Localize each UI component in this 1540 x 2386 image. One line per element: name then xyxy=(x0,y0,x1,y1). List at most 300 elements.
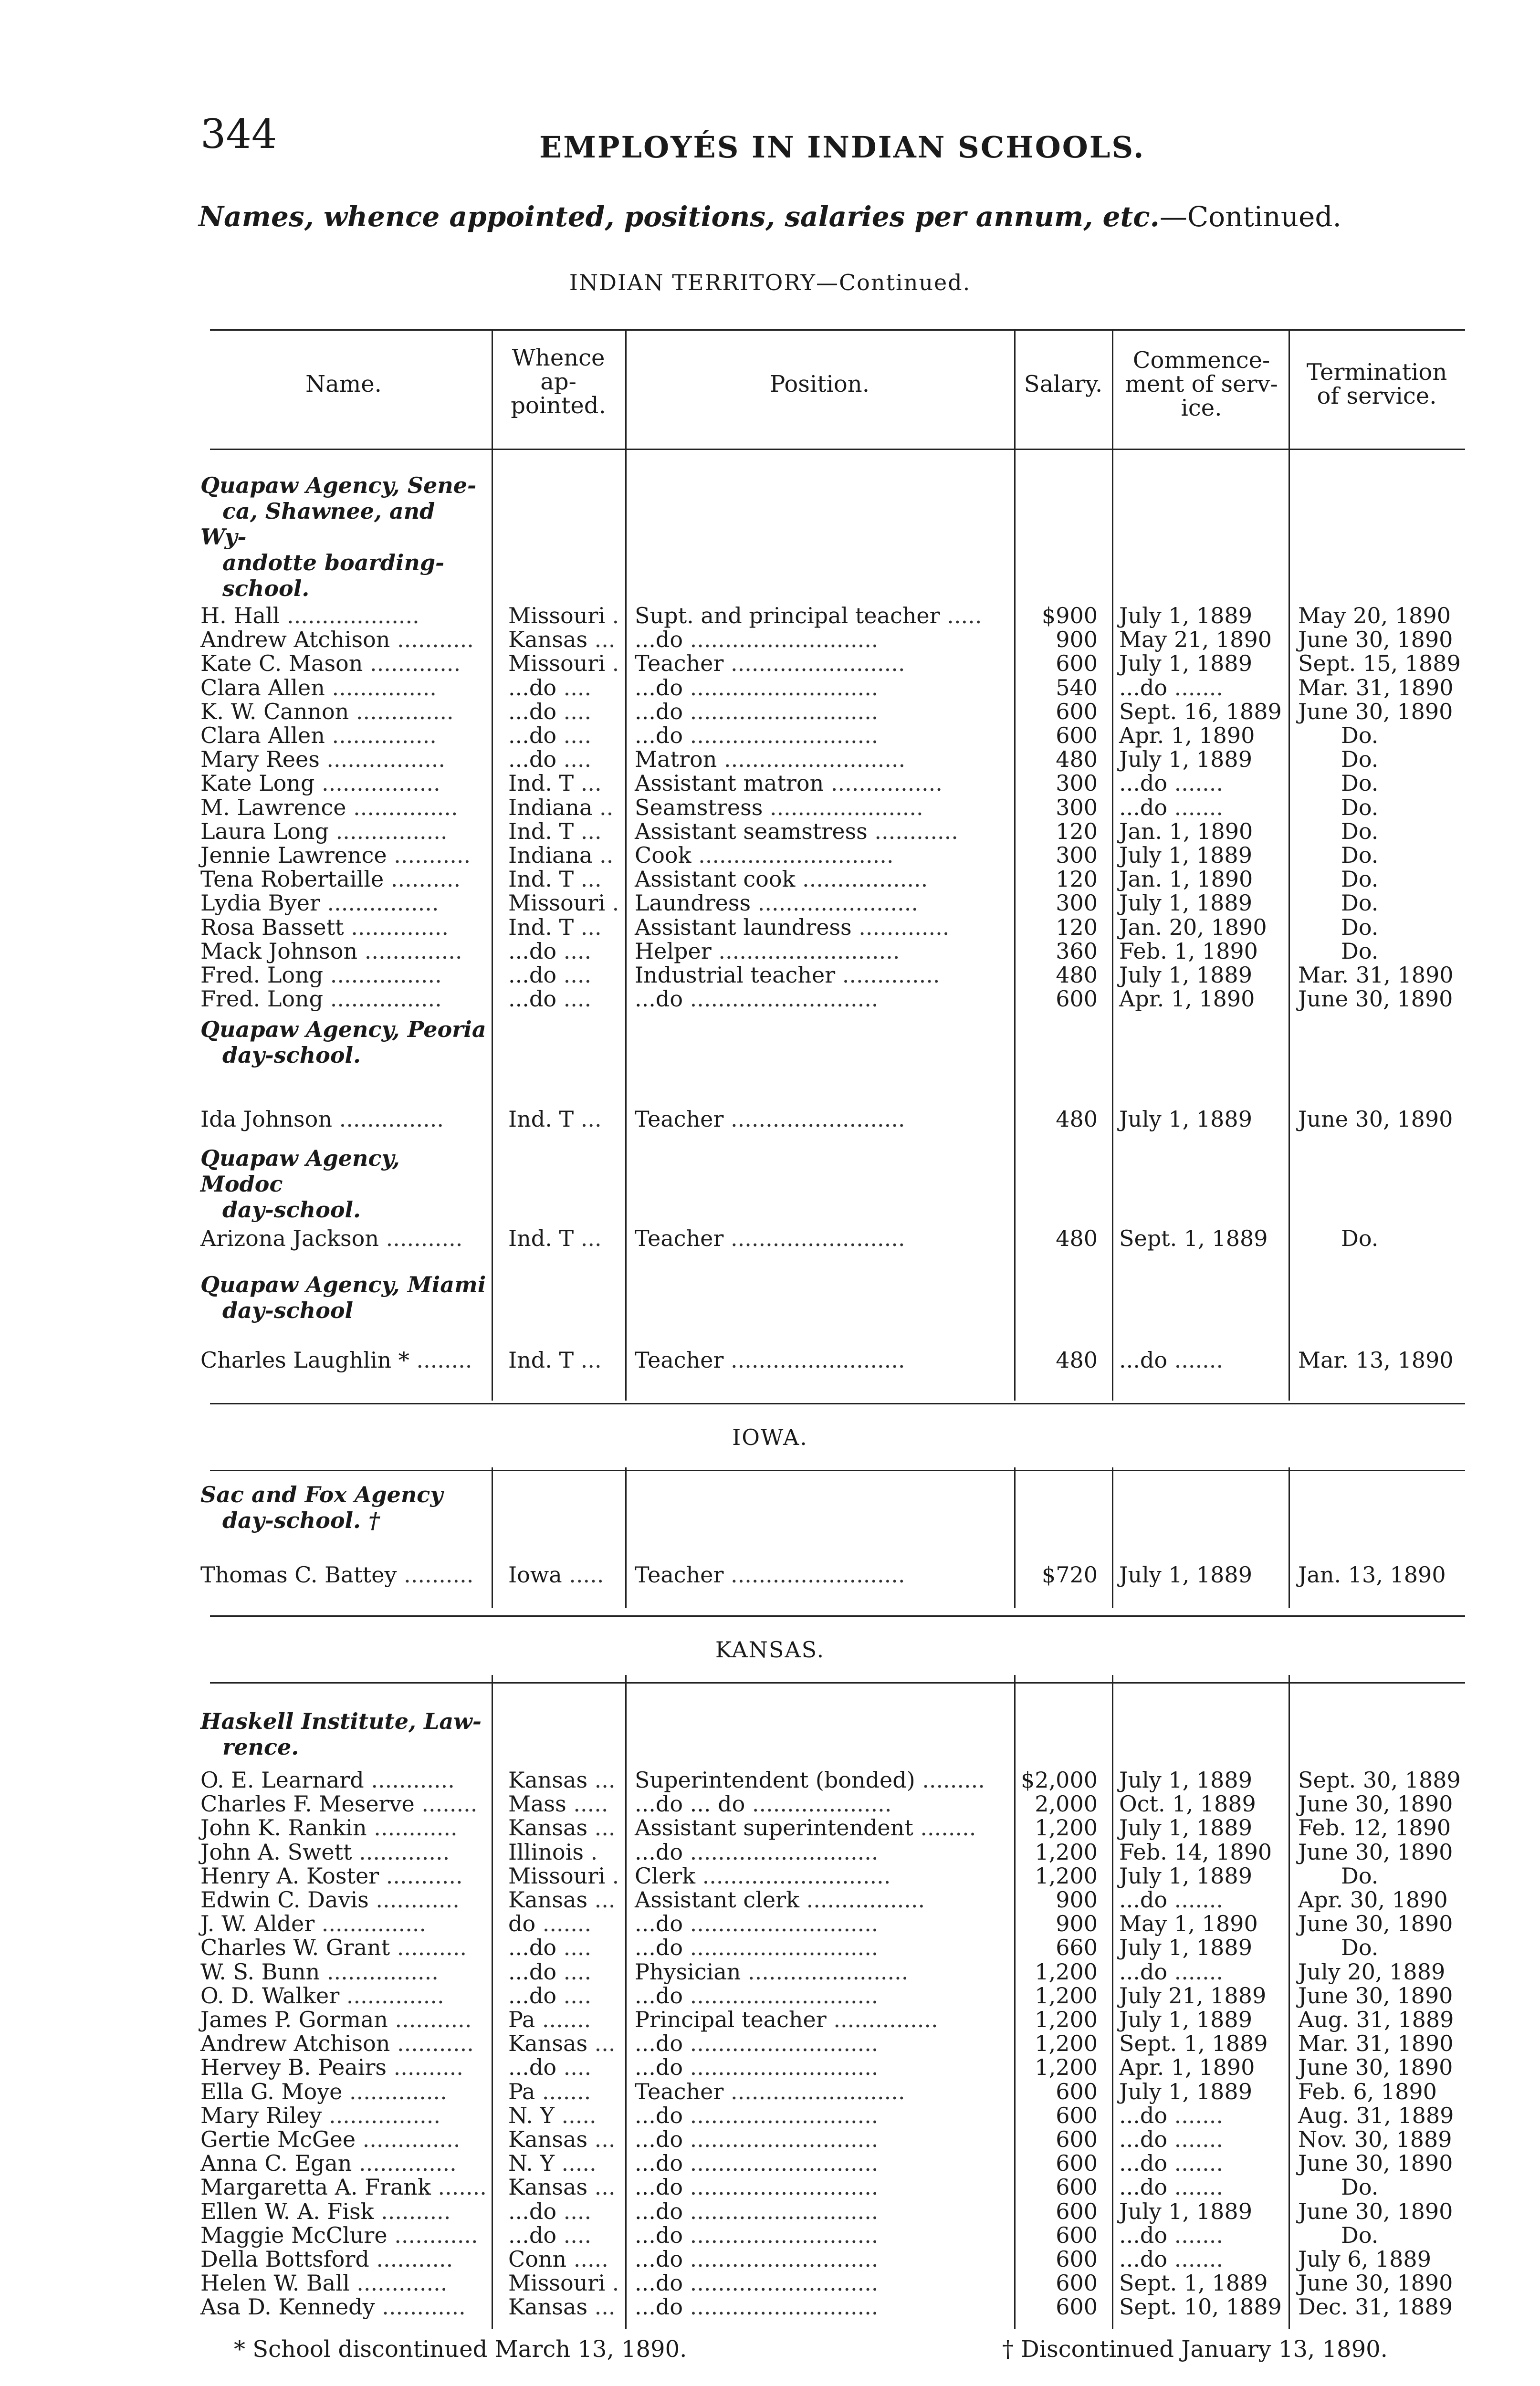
cell-commencement: Sept. 1, 1889 xyxy=(1119,2030,1268,2057)
leader-dots: ................. xyxy=(319,746,446,773)
cell-position: ...do ........................... xyxy=(635,698,879,724)
leader-dots: ........................... xyxy=(683,2150,879,2177)
cell-termination: May 20, 1890 xyxy=(1298,603,1451,628)
cell-position: Clerk ........................... xyxy=(635,1863,891,1889)
leader-dots: ........................... xyxy=(683,986,879,1012)
cell-whence: ...do .... xyxy=(508,962,592,988)
cell-name: Mack Johnson .............. xyxy=(200,938,462,964)
leader-dots: ................ xyxy=(824,770,943,796)
cell-name: H. Hall ................... xyxy=(200,603,419,628)
table-row xyxy=(0,1563,1540,1587)
leader-dots: .............. xyxy=(339,1982,444,2009)
leader-dots: ........................... xyxy=(683,2102,879,2128)
cell-whence: Missouri . xyxy=(508,1863,619,1889)
leader-dots: ............... xyxy=(826,2007,938,2032)
cell-position: ...do ... do .................... xyxy=(635,1791,892,1817)
school-unit-title: Quapaw Agency, Sene- ca, Shawnee, and Wy- andotte boarding- school. xyxy=(200,472,477,601)
leader-dots: .......... xyxy=(384,866,461,892)
leader-dots: ............ xyxy=(375,2294,466,2320)
cell-whence: Pa ....... xyxy=(508,2007,591,2032)
cell-salary: $2,000 xyxy=(1021,1767,1098,1793)
cell-position: ...do ........................... xyxy=(635,674,879,701)
leader-dots: ....................... xyxy=(751,890,919,916)
cell-whence: Ind. T ... xyxy=(508,1347,602,1373)
cell-salary: 600 xyxy=(1056,2126,1098,2152)
leader-dots: ......................... xyxy=(723,650,905,677)
cell-whence: Indiana .. xyxy=(508,794,614,820)
cell-position: ...do ........................... xyxy=(635,2246,879,2272)
cell-name: Charles W. Grant .......... xyxy=(200,1935,467,1961)
cell-termination: June 30, 1890 xyxy=(1298,1911,1453,1937)
col-header-position: Position. xyxy=(770,371,870,398)
table-row xyxy=(0,1816,1540,1840)
cell-commencement: ...do ....... xyxy=(1119,674,1223,701)
cell-whence: Ind. T ... xyxy=(508,1225,602,1251)
table-row xyxy=(0,1960,1540,1984)
cell-position: Assistant superintendent ........ xyxy=(635,1815,976,1841)
cell-whence: ...do .... xyxy=(508,1982,592,2009)
cell-whence: ...do .... xyxy=(508,1958,592,1985)
footnote-right: † Discontinued January 13, 1890. xyxy=(1002,2336,1388,2363)
cell-whence: Kansas ... xyxy=(508,1887,616,1913)
cell-position: ...do ........................... xyxy=(635,2270,879,2296)
cell-termination: Feb. 6, 1890 xyxy=(1298,2078,1437,2104)
col-header-commencement: Commence- ment of serv- ice. xyxy=(1125,347,1278,421)
leader-dots: ............. xyxy=(349,2270,448,2296)
cell-salary: 480 xyxy=(1056,1225,1098,1251)
leader-dots: ..... xyxy=(562,1562,604,1588)
cell-position: ...do ........................... xyxy=(635,2126,879,2152)
cell-position: Supt. and principal teacher ..... xyxy=(635,603,982,628)
cell-commencement: July 1, 1889 xyxy=(1119,842,1252,868)
leader-dots: ......................... xyxy=(723,1562,905,1588)
leader-dots: ........... xyxy=(390,2030,474,2057)
cell-whence: Kansas ... xyxy=(508,627,616,653)
leader-dots: ........................... xyxy=(683,1935,879,1961)
cell-commencement: ...do ....... xyxy=(1119,794,1223,820)
section-heading: KANSAS. xyxy=(715,1637,825,1663)
cell-whence: ...do .... xyxy=(508,674,592,701)
cell-commencement: Feb. 14, 1890 xyxy=(1119,1839,1272,1865)
table-row xyxy=(0,723,1540,747)
leader-dots: ........................... xyxy=(683,674,879,701)
leader-dots: ........................... xyxy=(683,2030,879,2057)
column-rule xyxy=(492,329,493,449)
cell-position: Industrial teacher .............. xyxy=(635,962,940,988)
leader-dots: ... xyxy=(574,866,602,892)
leader-dots: ........................... xyxy=(683,2054,879,2081)
leader-dots: ............ xyxy=(368,1887,460,1913)
school-unit-title: Quapaw Agency, Peoria day-school. xyxy=(200,1016,486,1068)
cell-position: ...do ........................... xyxy=(635,2294,879,2320)
cell-position: Teacher ......................... xyxy=(635,1562,905,1588)
cell-commencement: July 1, 1889 xyxy=(1119,962,1252,988)
cell-whence: ...do .... xyxy=(508,938,592,964)
leader-dots: .. xyxy=(592,842,614,868)
leader-dots: ........... xyxy=(369,2246,453,2272)
school-unit-title: Sac and Fox Agency day-school. † xyxy=(200,1482,443,1533)
cell-commencement: Jan. 1, 1890 xyxy=(1119,818,1253,844)
cell-commencement: Sept. 16, 1889 xyxy=(1119,698,1282,724)
subtitle-italic: Names, whence appointed, positions, salaries per annum, etc. xyxy=(199,200,1160,233)
cell-name: Charles F. Meserve ........ xyxy=(200,1791,478,1817)
leader-dots: ......................... xyxy=(723,1347,905,1373)
cell-salary: 600 xyxy=(1056,2150,1098,2177)
cell-position: Principal teacher ............... xyxy=(635,2007,938,2032)
leader-dots: ... xyxy=(587,1815,616,1841)
cell-name: Charles Laughlin * ........ xyxy=(200,1347,472,1373)
leader-dots: .......... xyxy=(387,2054,463,2081)
cell-whence: Missouri . xyxy=(508,2270,619,2296)
leader-dots: .... xyxy=(556,746,592,773)
leader-dots: ................ xyxy=(323,962,442,988)
cell-whence: ...do .... xyxy=(508,722,592,748)
cell-position: Matron .......................... xyxy=(635,746,906,773)
cell-position: Teacher ......................... xyxy=(635,2078,905,2104)
leader-dots: ........ xyxy=(409,1347,472,1373)
table-row xyxy=(0,939,1540,963)
leader-dots: ... xyxy=(587,2030,616,2057)
cell-name: James P. Gorman ........... xyxy=(200,2007,472,2032)
leader-dots: ............... xyxy=(314,1911,427,1937)
cell-salary: 540 xyxy=(1056,674,1098,701)
cell-position: Physician ....................... xyxy=(635,1958,909,1985)
leader-dots: ... xyxy=(587,2126,616,2152)
leader-dots: ....... xyxy=(1167,2174,1223,2200)
cell-commencement: Sept. 10, 1889 xyxy=(1119,2294,1282,2320)
cell-termination: Do. xyxy=(1341,1863,1379,1889)
cell-salary: 300 xyxy=(1056,770,1098,796)
leader-dots: ... xyxy=(587,2294,616,2320)
cell-position: Cook ............................ xyxy=(635,842,894,868)
cell-salary: 600 xyxy=(1056,2078,1098,2104)
cell-position: ...do ........................... xyxy=(635,2054,879,2081)
cell-commencement: Oct. 1, 1889 xyxy=(1119,1791,1256,1817)
cell-termination: Do. xyxy=(1341,794,1379,820)
cell-salary: 2,000 xyxy=(1035,1791,1098,1817)
cell-name: Thomas C. Battey .......... xyxy=(200,1562,474,1588)
leader-dots: .......... xyxy=(397,1562,474,1588)
cell-termination: June 30, 1890 xyxy=(1298,1839,1453,1865)
cell-commencement: ...do ....... xyxy=(1119,2102,1223,2128)
cell-name: Ida Johnson ............... xyxy=(200,1106,444,1132)
leader-dots: ... xyxy=(574,818,602,844)
page-number: 344 xyxy=(200,111,277,157)
table-subtitle xyxy=(0,200,1540,233)
table-row xyxy=(0,1768,1540,1792)
leader-dots: ............. xyxy=(352,1839,450,1865)
cell-termination: Do. xyxy=(1341,818,1379,844)
cell-termination: Sept. 15, 1889 xyxy=(1298,650,1461,677)
leader-dots: .............. xyxy=(344,914,449,940)
cell-salary: 600 xyxy=(1056,986,1098,1012)
cell-termination: Mar. 13, 1890 xyxy=(1298,1347,1454,1373)
cell-termination: Do. xyxy=(1341,2174,1379,2200)
cell-salary: 1,200 xyxy=(1035,1839,1098,1865)
cell-name: Kate Long ................. xyxy=(200,770,440,796)
table-row xyxy=(0,1912,1540,1936)
cell-termination: Nov. 30, 1889 xyxy=(1298,2126,1452,2152)
leader-dots: ......... xyxy=(915,1767,985,1793)
cell-name: Clara Allen ............... xyxy=(200,722,437,748)
leader-dots: ....... xyxy=(1167,770,1223,796)
cell-whence: ...do .... xyxy=(508,698,592,724)
cell-name: Edwin C. Davis ............ xyxy=(200,1887,460,1913)
section-heading: INDIAN TERRITORY—Continued. xyxy=(569,270,971,295)
leader-dots: . xyxy=(605,650,619,677)
cell-salary: 1,200 xyxy=(1035,1863,1098,1889)
table-row xyxy=(0,604,1540,628)
school-unit-title: Haskell Institute, Law- rence. xyxy=(200,1708,482,1760)
leader-dots: .... xyxy=(556,2198,592,2224)
leader-dots: ....... xyxy=(1167,2246,1223,2272)
cell-termination: July 20, 1889 xyxy=(1298,1958,1446,1985)
leader-dots: ....... xyxy=(1167,1887,1223,1913)
table-row xyxy=(0,987,1540,1011)
cell-name: O. D. Walker .............. xyxy=(200,1982,444,2009)
leader-dots: ............. xyxy=(363,650,461,677)
table-row xyxy=(0,676,1540,700)
cell-position: ...do ........................... xyxy=(635,986,879,1012)
cell-position: ...do ........................... xyxy=(635,2222,879,2248)
cell-salary: 600 xyxy=(1056,2102,1098,2128)
cell-commencement: July 1, 1889 xyxy=(1119,746,1252,773)
cell-whence: Ind. T ... xyxy=(508,770,602,796)
cell-salary: 600 xyxy=(1056,2174,1098,2200)
leader-dots: .............. xyxy=(352,2150,457,2177)
table-row xyxy=(0,2103,1540,2127)
table-row xyxy=(0,2271,1540,2295)
cell-whence: Kansas ... xyxy=(508,1767,616,1793)
cell-whence: Missouri . xyxy=(508,650,619,677)
leader-dots: ............ xyxy=(867,818,958,844)
cell-name: Fred. Long ................ xyxy=(200,986,442,1012)
table-row xyxy=(0,2031,1540,2055)
column-rule xyxy=(1014,1467,1016,1608)
cell-termination: Apr. 30, 1890 xyxy=(1298,1887,1448,1913)
cell-termination: Mar. 31, 1890 xyxy=(1298,2030,1454,2057)
table-row xyxy=(0,2175,1540,2199)
cell-salary: 120 xyxy=(1056,818,1098,844)
cell-termination: June 30, 1890 xyxy=(1298,2270,1453,2296)
cell-position: ...do ........................... xyxy=(635,2198,879,2224)
leader-dots: ........................... xyxy=(683,1839,879,1865)
table-row xyxy=(0,1107,1540,1131)
leader-dots: ............................ xyxy=(691,842,894,868)
leader-dots: ..... xyxy=(940,603,982,628)
cell-whence: Pa ....... xyxy=(508,2078,591,2104)
leader-dots: .............. xyxy=(357,938,462,964)
table-row xyxy=(0,2295,1540,2319)
cell-termination: Dec. 31, 1889 xyxy=(1298,2294,1453,2320)
cell-whence: Ind. T ... xyxy=(508,818,602,844)
cell-whence: Illinois . xyxy=(508,1839,598,1865)
cell-position: Assistant clerk ................. xyxy=(635,1887,925,1913)
leader-dots: ........................... xyxy=(683,627,879,653)
cell-position: Assistant laundress ............. xyxy=(635,914,950,940)
cell-position: ...do ........................... xyxy=(635,2150,879,2177)
cell-position: ...do ........................... xyxy=(635,722,879,748)
leader-dots: ... xyxy=(587,1767,616,1793)
cell-name: Della Bottsford ........... xyxy=(200,2246,453,2272)
table-row xyxy=(0,2055,1540,2079)
cell-salary: 480 xyxy=(1056,1106,1098,1132)
leader-dots: ........................... xyxy=(683,2126,879,2152)
cell-salary: 600 xyxy=(1056,2270,1098,2296)
cell-salary: 1,200 xyxy=(1035,1815,1098,1841)
cell-termination: June 30, 1890 xyxy=(1298,986,1453,1012)
footnote-left: * School discontinued March 13, 1890. xyxy=(234,2336,687,2363)
cell-position: ...do ........................... xyxy=(635,2030,879,2057)
section-rule xyxy=(210,1682,1465,1684)
leader-dots: . xyxy=(605,1863,619,1889)
cell-commencement: Sept. 1, 1889 xyxy=(1119,2270,1268,2296)
leader-dots: ....... xyxy=(535,1911,592,1937)
cell-termination: Aug. 31, 1889 xyxy=(1298,2007,1454,2032)
leader-dots: ........................... xyxy=(683,2174,879,2200)
cell-termination: June 30, 1890 xyxy=(1298,2150,1453,2177)
cell-termination: Jan. 13, 1890 xyxy=(1298,1562,1446,1588)
leader-dots: .............. xyxy=(835,962,940,988)
leader-dots: .... xyxy=(556,674,592,701)
col-header-name: Name. xyxy=(305,371,382,398)
table-row xyxy=(0,795,1540,819)
cell-termination: Do. xyxy=(1341,866,1379,892)
cell-name: Hervey B. Peairs .......... xyxy=(200,2054,463,2081)
table-row xyxy=(0,2127,1540,2151)
leader-dots: .... xyxy=(556,698,592,724)
cell-whence: ...do .... xyxy=(508,986,592,1012)
leader-dots: ........................... xyxy=(683,2198,879,2224)
leader-dots: ...................... xyxy=(763,794,923,820)
cell-position: Teacher ......................... xyxy=(635,1347,905,1373)
cell-name: W. S. Bunn ................ xyxy=(200,1958,439,1985)
cell-commencement: ...do ....... xyxy=(1119,770,1223,796)
leader-dots: ....... xyxy=(1167,794,1223,820)
cell-name: M. Lawrence ............... xyxy=(200,794,458,820)
cell-name: Rosa Bassett .............. xyxy=(200,914,449,940)
cell-name: Ellen W. A. Fisk .......... xyxy=(200,2198,451,2224)
leader-dots: .................. xyxy=(795,866,928,892)
leader-dots: .......................... xyxy=(717,746,906,773)
leader-dots: ....... xyxy=(535,2007,591,2032)
table-row xyxy=(0,771,1540,795)
cell-salary: 300 xyxy=(1056,842,1098,868)
cell-commencement: July 21, 1889 xyxy=(1119,1982,1267,2009)
cell-commencement: Feb. 1, 1890 xyxy=(1119,938,1258,964)
cell-commencement: July 1, 1889 xyxy=(1119,1863,1252,1889)
leader-dots: ....... xyxy=(1167,2222,1223,2248)
cell-whence: Ind. T ... xyxy=(508,914,602,940)
leader-dots: .................... xyxy=(745,1791,892,1817)
cell-commencement: Apr. 1, 1890 xyxy=(1119,986,1255,1012)
cell-position: Assistant seamstress ............ xyxy=(635,818,958,844)
leader-dots: ... xyxy=(587,627,616,653)
cell-whence: ...do .... xyxy=(508,746,592,773)
table-row xyxy=(0,747,1540,771)
column-rule xyxy=(1289,329,1290,449)
cell-whence: Missouri . xyxy=(508,890,619,916)
cell-salary: 480 xyxy=(1056,746,1098,773)
cell-salary: 120 xyxy=(1056,914,1098,940)
cell-salary: 1,200 xyxy=(1035,1958,1098,1985)
leader-dots: ................ xyxy=(320,890,439,916)
leader-dots: ........... xyxy=(378,1225,463,1251)
cell-name: John K. Rankin ............ xyxy=(200,1815,458,1841)
leader-dots: .... xyxy=(556,1982,592,2009)
cell-salary: 660 xyxy=(1056,1935,1098,1961)
cell-termination: Mar. 31, 1890 xyxy=(1298,962,1454,988)
cell-salary: 600 xyxy=(1056,2222,1098,2248)
cell-whence: Missouri . xyxy=(508,603,619,628)
leader-dots: ........................... xyxy=(683,2294,879,2320)
cell-commencement: July 1, 1889 xyxy=(1119,1562,1252,1588)
column-rule xyxy=(625,329,627,449)
leader-dots: ....... xyxy=(535,2078,591,2104)
cell-commencement: July 1, 1889 xyxy=(1119,2198,1252,2224)
cell-salary: 600 xyxy=(1056,2246,1098,2272)
cell-name: Laura Long ................ xyxy=(200,818,448,844)
cell-commencement: July 1, 1889 xyxy=(1119,1767,1252,1793)
leader-dots: ... xyxy=(574,1225,602,1251)
subtitle-tail: —Continued. xyxy=(1159,200,1341,233)
leader-dots: .... xyxy=(556,722,592,748)
leader-dots: ... xyxy=(574,1347,602,1373)
cell-termination: Aug. 31, 1889 xyxy=(1298,2102,1454,2128)
cell-termination: June 30, 1890 xyxy=(1298,1106,1453,1132)
cell-position: ...do ........................... xyxy=(635,1982,879,2009)
cell-whence: do ....... xyxy=(508,1911,592,1937)
cell-termination: June 30, 1890 xyxy=(1298,1791,1453,1817)
cell-termination: Do. xyxy=(1341,842,1379,868)
cell-name: Anna C. Egan .............. xyxy=(200,2150,457,2177)
cell-name: Margaretta A. Frank ....... xyxy=(200,2174,487,2200)
leader-dots: ....... xyxy=(1167,2102,1223,2128)
leader-dots: .... xyxy=(556,1935,592,1961)
cell-termination: June 30, 1890 xyxy=(1298,2198,1453,2224)
cell-position: Laundress ....................... xyxy=(635,890,919,916)
cell-name: Gertie McGee .............. xyxy=(200,2126,461,2152)
cell-whence: ...do .... xyxy=(508,2198,592,2224)
leader-dots: ........................... xyxy=(683,2246,879,2272)
section-rule xyxy=(210,1470,1465,1471)
cell-whence: Kansas ... xyxy=(508,2030,616,2057)
cell-termination: July 6, 1889 xyxy=(1298,2246,1431,2272)
cell-position: Teacher ......................... xyxy=(635,1106,905,1132)
leader-dots: ........... xyxy=(388,2007,472,2032)
column-rule xyxy=(1014,329,1016,449)
cell-salary: 600 xyxy=(1056,2294,1098,2320)
cell-termination: Feb. 12, 1890 xyxy=(1298,1815,1451,1841)
cell-commencement: ...do ....... xyxy=(1119,2222,1223,2248)
leader-dots: . xyxy=(605,603,619,628)
table-row xyxy=(0,1864,1540,1888)
leader-dots: ........................... xyxy=(683,722,879,748)
table-row xyxy=(0,1840,1540,1864)
table-row xyxy=(0,2080,1540,2103)
cell-position: Assistant matron ................ xyxy=(635,770,943,796)
cell-termination: June 30, 1890 xyxy=(1298,698,1453,724)
cell-whence: ...do .... xyxy=(508,1935,592,1961)
leader-dots: .............. xyxy=(356,2126,461,2152)
cell-position: ...do ........................... xyxy=(635,1935,879,1961)
cell-commencement: July 1, 1889 xyxy=(1119,890,1252,916)
leader-dots: .......................... xyxy=(711,938,900,964)
leader-dots: ............... xyxy=(325,674,437,701)
cell-position: ...do ........................... xyxy=(635,1911,879,1937)
table-row xyxy=(0,700,1540,723)
leader-dots: ... xyxy=(574,914,602,940)
